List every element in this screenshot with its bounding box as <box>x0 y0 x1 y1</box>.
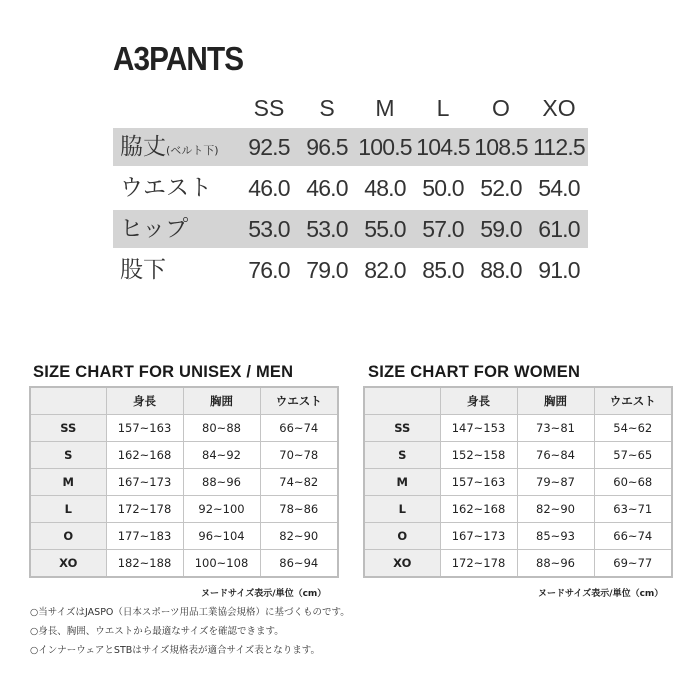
size-cell: O <box>30 523 106 550</box>
women-size-chart-table <box>363 386 673 578</box>
value-cell: 46.0 <box>306 175 348 201</box>
height-cell: 167~173 <box>440 523 517 550</box>
waist-cell: 86~94 <box>260 550 338 578</box>
value-cell: 55.0 <box>364 216 406 242</box>
men-chart-unit-note: ヌードサイズ表示/単位（cm） <box>201 589 327 599</box>
value-cell: 108.5 <box>474 134 528 160</box>
chest-cell: 92~100 <box>183 496 260 523</box>
chest-cell: 73~81 <box>517 415 594 442</box>
header-cell <box>30 387 106 415</box>
row-label-note: (ベルト下) <box>166 144 219 157</box>
note-item: ○インナーウェアとSTBはサイズ規格表が適合サイズ表となります。 <box>30 645 320 656</box>
size-label-l: L <box>436 95 450 121</box>
size-cell: XO <box>364 550 440 578</box>
waist-cell: 70~78 <box>260 442 338 469</box>
value-cell: 53.0 <box>248 216 290 242</box>
size-label-o: O <box>492 95 510 121</box>
height-cell: 147~153 <box>440 415 517 442</box>
height-cell: 157~163 <box>440 469 517 496</box>
waist-cell: 66~74 <box>594 523 672 550</box>
value-cell: 54.0 <box>538 175 580 201</box>
chest-cell: 79~87 <box>517 469 594 496</box>
pants-size-header-row <box>113 90 588 126</box>
men-chart-header-row <box>30 387 338 415</box>
header-waist: ウエスト <box>260 387 338 415</box>
pants-size-table <box>113 90 588 292</box>
women-chart-unit-note: ヌードサイズ表示/単位（cm） <box>538 589 664 599</box>
pants-row-hip <box>113 210 588 248</box>
chest-cell: 82~90 <box>517 496 594 523</box>
note-item: ○当サイズはJASPO（日本スポーツ用品工業協会規格）に基づくものです。 <box>30 607 350 618</box>
women-size-chart-title: SIZE CHART FOR WOMEN <box>368 363 581 381</box>
chest-cell: 100~108 <box>183 550 260 578</box>
waist-cell: 78~86 <box>260 496 338 523</box>
size-label-s: S <box>319 95 335 121</box>
waist-cell: 66~74 <box>260 415 338 442</box>
chest-cell: 96~104 <box>183 523 260 550</box>
table-row <box>30 523 338 550</box>
height-cell: 167~173 <box>106 469 183 496</box>
height-cell: 172~178 <box>106 496 183 523</box>
size-cell: M <box>30 469 106 496</box>
value-cell: 104.5 <box>416 134 470 160</box>
value-cell: 100.5 <box>358 134 412 160</box>
row-label <box>120 128 219 170</box>
notes-list <box>30 603 350 660</box>
waist-cell: 60~68 <box>594 469 672 496</box>
size-label-m: M <box>375 95 395 121</box>
waist-cell: 69~77 <box>594 550 672 578</box>
pants-row-inseam <box>113 251 588 289</box>
table-row <box>364 496 672 523</box>
header-height: 身長 <box>106 387 183 415</box>
value-cell: 50.0 <box>422 175 464 201</box>
value-cell: 57.0 <box>422 216 464 242</box>
value-cell: 88.0 <box>480 257 522 283</box>
height-cell: 162~168 <box>440 496 517 523</box>
row-label: ウエスト <box>120 175 212 201</box>
waist-cell: 57~65 <box>594 442 672 469</box>
size-cell: XO <box>30 550 106 578</box>
header-chest: 胸囲 <box>517 387 594 415</box>
value-cell: 76.0 <box>248 257 290 283</box>
size-cell: O <box>364 523 440 550</box>
waist-cell: 54~62 <box>594 415 672 442</box>
size-cell: L <box>364 496 440 523</box>
row-label: 股下 <box>120 257 166 283</box>
value-cell: 82.0 <box>364 257 406 283</box>
waist-cell: 82~90 <box>260 523 338 550</box>
value-cell: 61.0 <box>538 216 580 242</box>
size-cell: SS <box>364 415 440 442</box>
value-cell: 92.5 <box>248 134 290 160</box>
table-row <box>364 523 672 550</box>
table-row <box>30 469 338 496</box>
size-cell: S <box>30 442 106 469</box>
chest-cell: 80~88 <box>183 415 260 442</box>
pants-row-side-length <box>113 128 588 166</box>
value-cell: 48.0 <box>364 175 406 201</box>
table-row <box>30 442 338 469</box>
value-cell: 91.0 <box>538 257 580 283</box>
header-waist: ウエスト <box>594 387 672 415</box>
height-cell: 177~183 <box>106 523 183 550</box>
size-cell: L <box>30 496 106 523</box>
waist-cell: 63~71 <box>594 496 672 523</box>
row-label: ヒップ <box>120 216 189 242</box>
value-cell: 46.0 <box>248 175 290 201</box>
chest-cell: 84~92 <box>183 442 260 469</box>
table-row <box>364 442 672 469</box>
chest-cell: 85~93 <box>517 523 594 550</box>
table-row <box>364 469 672 496</box>
value-cell: 53.0 <box>306 216 348 242</box>
height-cell: 172~178 <box>440 550 517 578</box>
size-label-ss: SS <box>253 95 285 121</box>
table-row <box>30 496 338 523</box>
height-cell: 152~158 <box>440 442 517 469</box>
women-chart-header-row <box>364 387 672 415</box>
header-chest: 胸囲 <box>183 387 260 415</box>
header-height: 身長 <box>440 387 517 415</box>
note-item: ○身長、胸囲、ウエストから最適なサイズを確認できます。 <box>30 626 284 637</box>
value-cell: 52.0 <box>480 175 522 201</box>
header-cell <box>364 387 440 415</box>
height-cell: 182~188 <box>106 550 183 578</box>
table-row <box>364 550 672 578</box>
pants-row-waist <box>113 169 588 207</box>
waist-cell: 74~82 <box>260 469 338 496</box>
value-cell: 96.5 <box>306 134 348 160</box>
value-cell: 59.0 <box>480 216 522 242</box>
size-label-xo: XO <box>542 95 576 121</box>
product-title: A3PANTS <box>113 40 244 77</box>
men-size-chart-title: SIZE CHART FOR UNISEX / MEN <box>33 363 294 381</box>
size-cell: SS <box>30 415 106 442</box>
size-cell: M <box>364 469 440 496</box>
chest-cell: 76~84 <box>517 442 594 469</box>
table-row <box>30 550 338 578</box>
chest-cell: 88~96 <box>183 469 260 496</box>
table-row <box>364 415 672 442</box>
row-label-text: 脇丈 <box>120 134 166 160</box>
chest-cell: 88~96 <box>517 550 594 578</box>
value-cell: 79.0 <box>306 257 348 283</box>
men-size-chart-table <box>29 386 339 578</box>
value-cell: 112.5 <box>533 134 585 160</box>
height-cell: 162~168 <box>106 442 183 469</box>
size-cell: S <box>364 442 440 469</box>
table-row <box>30 415 338 442</box>
height-cell: 157~163 <box>106 415 183 442</box>
value-cell: 85.0 <box>422 257 464 283</box>
